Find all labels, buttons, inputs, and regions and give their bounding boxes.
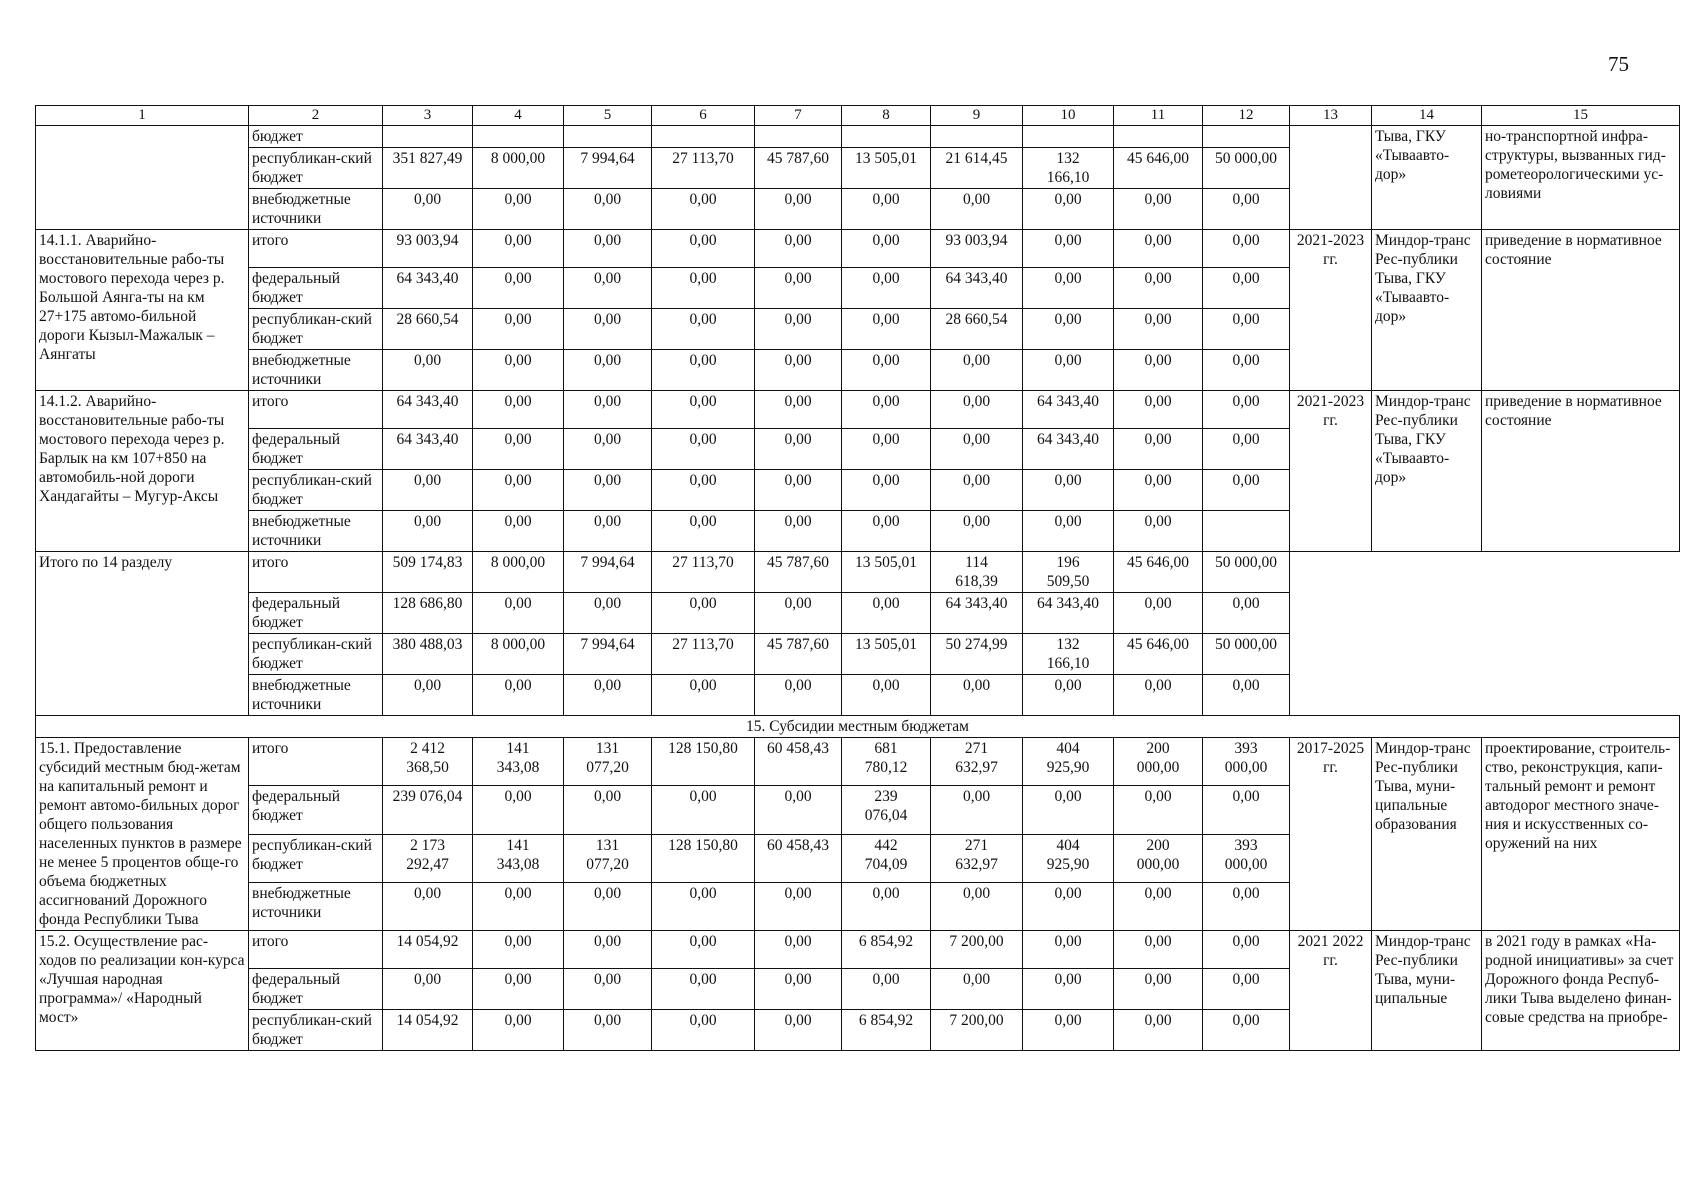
column-header: 4 xyxy=(473,106,564,126)
amount-cell: 0,00 xyxy=(652,593,755,634)
funding-source: итого xyxy=(249,931,383,969)
amount-cell: 0,00 xyxy=(1114,675,1203,716)
funding-source: итого xyxy=(249,391,383,429)
amount-cell: 64 343,40 xyxy=(1023,391,1114,429)
amount-cell: 0,00 xyxy=(755,1010,842,1051)
amount-cell: 0,00 xyxy=(755,511,842,552)
amount-cell: 0,00 xyxy=(473,391,564,429)
amount-cell: 0,00 xyxy=(755,230,842,268)
table-row xyxy=(36,552,1680,593)
amount-cell: 8 000,00 xyxy=(473,552,564,593)
amount-cell: 0,00 xyxy=(1023,1010,1114,1051)
amount-cell: 60 458,43 xyxy=(755,738,842,786)
amount-cell: 0,00 xyxy=(1114,350,1203,391)
responsible-cell: Миндор-транс Рес-публики Тыва, ГКУ «Тываавто-дор» xyxy=(1372,391,1482,552)
amount-cell: 0,00 xyxy=(473,969,564,1010)
amount-cell: 0,00 xyxy=(564,189,652,230)
period-cell: 2021 2022 гг. xyxy=(1290,931,1372,1051)
section-row xyxy=(36,716,1680,738)
amount-cell: 0,00 xyxy=(473,309,564,350)
amount-cell xyxy=(931,126,1023,148)
amount-cell: 681 780,12 xyxy=(842,738,931,786)
amount-cell: 131 077,20 xyxy=(564,834,652,882)
amount-cell: 0,00 xyxy=(652,786,755,834)
amount-cell: 0,00 xyxy=(1114,268,1203,309)
funding-source: внебюджетные источники xyxy=(249,511,383,552)
amount-cell: 14 054,92 xyxy=(383,931,473,969)
amount-cell: 0,00 xyxy=(755,786,842,834)
amount-cell: 45 787,60 xyxy=(755,552,842,593)
amount-cell: 0,00 xyxy=(652,931,755,969)
amount-cell: 0,00 xyxy=(755,350,842,391)
funding-source: итого xyxy=(249,552,383,593)
amount-cell: 0,00 xyxy=(1023,931,1114,969)
amount-cell: 0,00 xyxy=(473,470,564,511)
amount-cell: 0,00 xyxy=(842,230,931,268)
amount-cell: 0,00 xyxy=(1114,470,1203,511)
funding-source: бюджет xyxy=(249,126,383,148)
amount-cell: 64 343,40 xyxy=(383,268,473,309)
amount-cell: 0,00 xyxy=(1114,786,1203,834)
amount-cell: 0,00 xyxy=(1023,675,1114,716)
amount-cell: 0,00 xyxy=(1203,470,1290,511)
amount-cell: 0,00 xyxy=(931,511,1023,552)
result-cell: но-транспортной инфра-структуры, вызванных гид-рометеорологическими ус-ловиями xyxy=(1482,126,1680,230)
amount-cell: 0,00 xyxy=(1023,189,1114,230)
amount-cell: 509 174,83 xyxy=(383,552,473,593)
amount-cell: 0,00 xyxy=(842,470,931,511)
amount-cell: 2 412 368,50 xyxy=(383,738,473,786)
activity-name-cell: Итого по 14 разделу xyxy=(36,552,249,716)
amount-cell: 141 343,08 xyxy=(473,834,564,882)
funding-source: республикан-ский бюджет xyxy=(249,470,383,511)
amount-cell: 0,00 xyxy=(1203,882,1290,930)
amount-cell: 8 000,00 xyxy=(473,634,564,675)
amount-cell: 0,00 xyxy=(652,675,755,716)
amount-cell: 0,00 xyxy=(755,470,842,511)
amount-cell: 0,00 xyxy=(383,189,473,230)
column-header: 10 xyxy=(1023,106,1114,126)
amount-cell: 0,00 xyxy=(652,1010,755,1051)
activity-name-cell: 15.2. Осуществление рас-ходов по реализации кон-курса «Лучшая народная программа»/ «Народный мост» xyxy=(36,931,249,1051)
column-header: 1 xyxy=(36,106,249,126)
amount-cell: 0,00 xyxy=(564,350,652,391)
amount-cell: 0,00 xyxy=(564,1010,652,1051)
amount-cell: 0,00 xyxy=(1114,429,1203,470)
amount-cell: 0,00 xyxy=(564,882,652,930)
result-cell: проектирование, строитель-ство, реконструкция, капи-тальный ремонт и ремонт автодорог местного значе-ния и искусственных со-оружений на них xyxy=(1482,738,1680,931)
page-number: 75 xyxy=(1608,52,1629,76)
amount-cell: 64 343,40 xyxy=(931,268,1023,309)
amount-cell xyxy=(564,126,652,148)
amount-cell: 0,00 xyxy=(383,969,473,1010)
funding-source: внебюджетные источники xyxy=(249,350,383,391)
amount-cell: 28 660,54 xyxy=(931,309,1023,350)
amount-cell: 0,00 xyxy=(652,470,755,511)
amount-cell: 45 646,00 xyxy=(1114,148,1203,189)
amount-cell: 7 200,00 xyxy=(931,1010,1023,1051)
amount-cell: 132 166,10 xyxy=(1023,634,1114,675)
amount-cell: 0,00 xyxy=(1203,230,1290,268)
amount-cell: 0,00 xyxy=(931,675,1023,716)
amount-cell: 0,00 xyxy=(1114,391,1203,429)
amount-cell: 28 660,54 xyxy=(383,309,473,350)
activity-name-cell xyxy=(36,126,249,230)
amount-cell: 0,00 xyxy=(564,470,652,511)
amount-cell: 0,00 xyxy=(842,969,931,1010)
column-header: 5 xyxy=(564,106,652,126)
amount-cell: 0,00 xyxy=(1023,786,1114,834)
amount-cell: 0,00 xyxy=(842,429,931,470)
amount-cell: 0,00 xyxy=(842,309,931,350)
amount-cell: 7 994,64 xyxy=(564,634,652,675)
amount-cell: 200 000,00 xyxy=(1114,738,1203,786)
amount-cell: 131 077,20 xyxy=(564,738,652,786)
amount-cell: 0,00 xyxy=(564,268,652,309)
amount-cell: 0,00 xyxy=(1203,786,1290,834)
amount-cell: 0,00 xyxy=(473,350,564,391)
amount-cell: 442 704,09 xyxy=(842,834,931,882)
funding-source: республикан-ский бюджет xyxy=(249,634,383,675)
amount-cell: 0,00 xyxy=(473,786,564,834)
amount-cell: 271 632,97 xyxy=(931,834,1023,882)
amount-cell xyxy=(1203,126,1290,148)
amount-cell: 0,00 xyxy=(842,350,931,391)
amount-cell: 393 000,00 xyxy=(1203,738,1290,786)
funding-source: федеральный бюджет xyxy=(249,429,383,470)
amount-cell: 239 076,04 xyxy=(842,786,931,834)
column-header: 7 xyxy=(755,106,842,126)
amount-cell: 0,00 xyxy=(1203,931,1290,969)
amount-cell: 0,00 xyxy=(755,969,842,1010)
amount-cell: 0,00 xyxy=(564,675,652,716)
amount-cell: 0,00 xyxy=(1023,309,1114,350)
amount-cell: 0,00 xyxy=(1203,189,1290,230)
amount-cell: 0,00 xyxy=(473,1010,564,1051)
amount-cell: 0,00 xyxy=(1203,350,1290,391)
amount-cell: 0,00 xyxy=(473,268,564,309)
amount-cell: 0,00 xyxy=(931,429,1023,470)
amount-cell: 27 113,70 xyxy=(652,552,755,593)
amount-cell: 0,00 xyxy=(931,969,1023,1010)
amount-cell: 27 113,70 xyxy=(652,148,755,189)
funding-source: федеральный бюджет xyxy=(249,268,383,309)
amount-cell: 0,00 xyxy=(652,391,755,429)
amount-cell: 0,00 xyxy=(1114,189,1203,230)
amount-cell: 0,00 xyxy=(931,470,1023,511)
amount-cell: 128 150,80 xyxy=(652,738,755,786)
amount-cell: 0,00 xyxy=(931,882,1023,930)
amount-cell: 0,00 xyxy=(564,309,652,350)
amount-cell: 0,00 xyxy=(564,786,652,834)
amount-cell: 0,00 xyxy=(652,350,755,391)
result-cell: приведение в нормативное состояние xyxy=(1482,391,1680,552)
column-header: 8 xyxy=(842,106,931,126)
column-header: 15 xyxy=(1482,106,1680,126)
amount-cell xyxy=(383,126,473,148)
amount-cell: 0,00 xyxy=(1114,969,1203,1010)
amount-cell: 50 000,00 xyxy=(1203,634,1290,675)
amount-cell: 0,00 xyxy=(473,931,564,969)
amount-cell: 0,00 xyxy=(1203,675,1290,716)
amount-cell: 0,00 xyxy=(842,391,931,429)
amount-cell: 0,00 xyxy=(652,429,755,470)
amount-cell: 0,00 xyxy=(755,931,842,969)
amount-cell: 0,00 xyxy=(473,882,564,930)
amount-cell xyxy=(842,126,931,148)
table-row xyxy=(36,738,1680,786)
amount-cell: 0,00 xyxy=(652,882,755,930)
amount-cell: 45 646,00 xyxy=(1114,634,1203,675)
amount-cell: 0,00 xyxy=(755,268,842,309)
amount-cell: 0,00 xyxy=(1023,230,1114,268)
column-header: 12 xyxy=(1203,106,1290,126)
column-header: 2 xyxy=(249,106,383,126)
amount-cell: 200 000,00 xyxy=(1114,834,1203,882)
amount-cell: 0,00 xyxy=(1114,230,1203,268)
amount-cell: 0,00 xyxy=(755,882,842,930)
funding-source: внебюджетные источники xyxy=(249,882,383,930)
amount-cell: 0,00 xyxy=(842,189,931,230)
amount-cell: 0,00 xyxy=(755,593,842,634)
amount-cell: 0,00 xyxy=(1114,931,1203,969)
amount-cell: 64 343,40 xyxy=(931,593,1023,634)
amount-cell: 0,00 xyxy=(1023,511,1114,552)
amount-cell: 0,00 xyxy=(473,593,564,634)
amount-cell: 50 000,00 xyxy=(1203,148,1290,189)
amount-cell: 0,00 xyxy=(383,350,473,391)
responsible-cell: Миндор-транс Рес-публики Тыва, муни-ципальные образования xyxy=(1372,738,1482,931)
amount-cell: 0,00 xyxy=(1203,309,1290,350)
funding-source: внебюджетные источники xyxy=(249,189,383,230)
amount-cell: 128 686,80 xyxy=(383,593,473,634)
amount-cell: 6 854,92 xyxy=(842,1010,931,1051)
amount-cell: 271 632,97 xyxy=(931,738,1023,786)
amount-cell: 0,00 xyxy=(755,429,842,470)
amount-cell: 0,00 xyxy=(755,309,842,350)
amount-cell: 239 076,04 xyxy=(383,786,473,834)
amount-cell: 0,00 xyxy=(1023,882,1114,930)
amount-cell: 93 003,94 xyxy=(383,230,473,268)
amount-cell: 0,00 xyxy=(652,268,755,309)
amount-cell: 0,00 xyxy=(473,230,564,268)
amount-cell: 0,00 xyxy=(1023,350,1114,391)
amount-cell: 0,00 xyxy=(652,511,755,552)
amount-cell: 393 000,00 xyxy=(1203,834,1290,882)
funding-source: федеральный бюджет xyxy=(249,786,383,834)
period-cell: 2021-2023 гг. xyxy=(1290,230,1372,391)
amount-cell xyxy=(1023,126,1114,148)
amount-cell: 0,00 xyxy=(473,675,564,716)
amount-cell: 0,00 xyxy=(931,786,1023,834)
section-title: 15. Субсидии местным бюджетам xyxy=(36,716,1680,738)
column-header: 3 xyxy=(383,106,473,126)
amount-cell: 0,00 xyxy=(1203,969,1290,1010)
amount-cell: 0,00 xyxy=(652,189,755,230)
period-cell: 2021-2023 гг. xyxy=(1290,391,1372,552)
funding-source: федеральный бюджет xyxy=(249,593,383,634)
column-header: 9 xyxy=(931,106,1023,126)
amount-cell: 404 925,90 xyxy=(1023,834,1114,882)
amount-cell: 2 173 292,47 xyxy=(383,834,473,882)
amount-cell: 0,00 xyxy=(652,230,755,268)
amount-cell: 14 054,92 xyxy=(383,1010,473,1051)
column-header: 11 xyxy=(1114,106,1203,126)
amount-cell: 0,00 xyxy=(652,309,755,350)
column-header: 14 xyxy=(1372,106,1482,126)
funding-source: итого xyxy=(249,738,383,786)
result-cell: приведение в нормативное состояние xyxy=(1482,230,1680,391)
amount-cell: 6 854,92 xyxy=(842,931,931,969)
amount-cell: 0,00 xyxy=(473,429,564,470)
result-cell: в 2021 году в рамках «На-родной инициативы» за счет Дорожного фонда Респуб-лики Тыва выделено финан-совые средства на приобре- xyxy=(1482,931,1680,1051)
amount-cell: 0,00 xyxy=(842,268,931,309)
amount-cell: 64 343,40 xyxy=(383,391,473,429)
amount-cell: 0,00 xyxy=(931,391,1023,429)
amount-cell: 45 787,60 xyxy=(755,148,842,189)
period-cell: 2017-2025 гг. xyxy=(1290,738,1372,931)
amount-cell: 0,00 xyxy=(842,882,931,930)
amount-cell: 351 827,49 xyxy=(383,148,473,189)
funding-source: итого xyxy=(249,230,383,268)
amount-cell: 128 150,80 xyxy=(652,834,755,882)
amount-cell: 114 618,39 xyxy=(931,552,1023,593)
empty-cell xyxy=(1290,552,1680,716)
activity-name-cell: 15.1. Предоставление субсидий местным бюд-жетам на капитальный ремонт и ремонт автомо-бильных дорог общего пользования населенных пунктов в размере не менее 5 процентов обще-го объема бюджетных ассигнований Дорожного фонда Республики Тыва xyxy=(36,738,249,931)
amount-cell: 7 994,64 xyxy=(564,148,652,189)
amount-cell: 0,00 xyxy=(1114,882,1203,930)
amount-cell: 0,00 xyxy=(564,511,652,552)
funding-source: федеральный бюджет xyxy=(249,969,383,1010)
amount-cell: 0,00 xyxy=(842,675,931,716)
amount-cell: 0,00 xyxy=(1203,429,1290,470)
amount-cell: 0,00 xyxy=(1023,470,1114,511)
amount-cell: 0,00 xyxy=(1203,1010,1290,1051)
amount-cell: 0,00 xyxy=(1114,511,1203,552)
amount-cell: 0,00 xyxy=(1023,969,1114,1010)
amount-cell: 0,00 xyxy=(755,189,842,230)
amount-cell: 0,00 xyxy=(564,931,652,969)
amount-cell: 7 200,00 xyxy=(931,931,1023,969)
column-header: 13 xyxy=(1290,106,1372,126)
amount-cell xyxy=(652,126,755,148)
amount-cell: 0,00 xyxy=(1023,268,1114,309)
amount-cell: 0,00 xyxy=(1203,391,1290,429)
amount-cell: 0,00 xyxy=(383,470,473,511)
amount-cell: 93 003,94 xyxy=(931,230,1023,268)
table-row xyxy=(36,126,1680,148)
table-row xyxy=(36,931,1680,969)
funding-source: внебюджетные источники xyxy=(249,675,383,716)
amount-cell: 132 166,10 xyxy=(1023,148,1114,189)
table-row xyxy=(36,230,1680,268)
activity-name-cell: 14.1.2. Аварийно-восстановительные рабо-ты мостового перехода через р. Барлык на км 107+850 на автомобиль-ной дороги Хандагайты – Мугур-Аксы xyxy=(36,391,249,552)
amount-cell: 21 614,45 xyxy=(931,148,1023,189)
amount-cell: 0,00 xyxy=(473,511,564,552)
amount-cell: 0,00 xyxy=(564,391,652,429)
amount-cell xyxy=(1203,511,1290,552)
responsible-cell: Тыва, ГКУ «Тываавто-дор» xyxy=(1372,126,1482,230)
header-row xyxy=(36,106,1680,126)
amount-cell: 0,00 xyxy=(564,969,652,1010)
amount-cell: 45 787,60 xyxy=(755,634,842,675)
amount-cell: 0,00 xyxy=(564,429,652,470)
amount-cell: 0,00 xyxy=(564,593,652,634)
budget-table xyxy=(35,105,1680,1051)
amount-cell: 64 343,40 xyxy=(1023,429,1114,470)
amount-cell: 0,00 xyxy=(383,882,473,930)
period-cell xyxy=(1290,126,1372,230)
amount-cell: 64 343,40 xyxy=(383,429,473,470)
amount-cell: 0,00 xyxy=(931,189,1023,230)
amount-cell: 45 646,00 xyxy=(1114,552,1203,593)
amount-cell xyxy=(473,126,564,148)
amount-cell: 141 343,08 xyxy=(473,738,564,786)
amount-cell: 13 505,01 xyxy=(842,148,931,189)
funding-source: республикан-ский бюджет xyxy=(249,1010,383,1051)
amount-cell: 380 488,03 xyxy=(383,634,473,675)
amount-cell: 0,00 xyxy=(652,969,755,1010)
responsible-cell: Миндор-транс Рес-публики Тыва, ГКУ «Тываавто-дор» xyxy=(1372,230,1482,391)
amount-cell: 0,00 xyxy=(1203,593,1290,634)
amount-cell: 50 274,99 xyxy=(931,634,1023,675)
funding-source: республикан-ский бюджет xyxy=(249,309,383,350)
amount-cell: 0,00 xyxy=(842,593,931,634)
amount-cell: 60 458,43 xyxy=(755,834,842,882)
column-header: 6 xyxy=(652,106,755,126)
amount-cell: 0,00 xyxy=(931,350,1023,391)
amount-cell: 0,00 xyxy=(564,230,652,268)
amount-cell: 64 343,40 xyxy=(1023,593,1114,634)
amount-cell: 0,00 xyxy=(383,511,473,552)
amount-cell: 13 505,01 xyxy=(842,552,931,593)
funding-source: республикан-ский бюджет xyxy=(249,834,383,882)
amount-cell: 0,00 xyxy=(1203,268,1290,309)
activity-name-cell: 14.1.1. Аварийно-восстановительные рабо-ты мостового перехода через р. Большой Аянга-ты на км 27+175 автомо-бильной дороги Кызыл-Мажалык – Аянгаты xyxy=(36,230,249,391)
amount-cell: 0,00 xyxy=(755,675,842,716)
amount-cell: 50 000,00 xyxy=(1203,552,1290,593)
table-row xyxy=(36,391,1680,429)
responsible-cell: Миндор-транс Рес-публики Тыва, муни-ципальные xyxy=(1372,931,1482,1051)
amount-cell: 8 000,00 xyxy=(473,148,564,189)
amount-cell: 13 505,01 xyxy=(842,634,931,675)
amount-cell: 196 509,50 xyxy=(1023,552,1114,593)
amount-cell xyxy=(755,126,842,148)
amount-cell: 0,00 xyxy=(1114,1010,1203,1051)
amount-cell: 0,00 xyxy=(755,391,842,429)
amount-cell: 0,00 xyxy=(383,675,473,716)
amount-cell: 7 994,64 xyxy=(564,552,652,593)
amount-cell: 0,00 xyxy=(1114,309,1203,350)
amount-cell: 27 113,70 xyxy=(652,634,755,675)
amount-cell: 0,00 xyxy=(842,511,931,552)
funding-source: республикан-ский бюджет xyxy=(249,148,383,189)
amount-cell: 0,00 xyxy=(1114,593,1203,634)
amount-cell xyxy=(1114,126,1203,148)
amount-cell: 0,00 xyxy=(473,189,564,230)
amount-cell: 404 925,90 xyxy=(1023,738,1114,786)
